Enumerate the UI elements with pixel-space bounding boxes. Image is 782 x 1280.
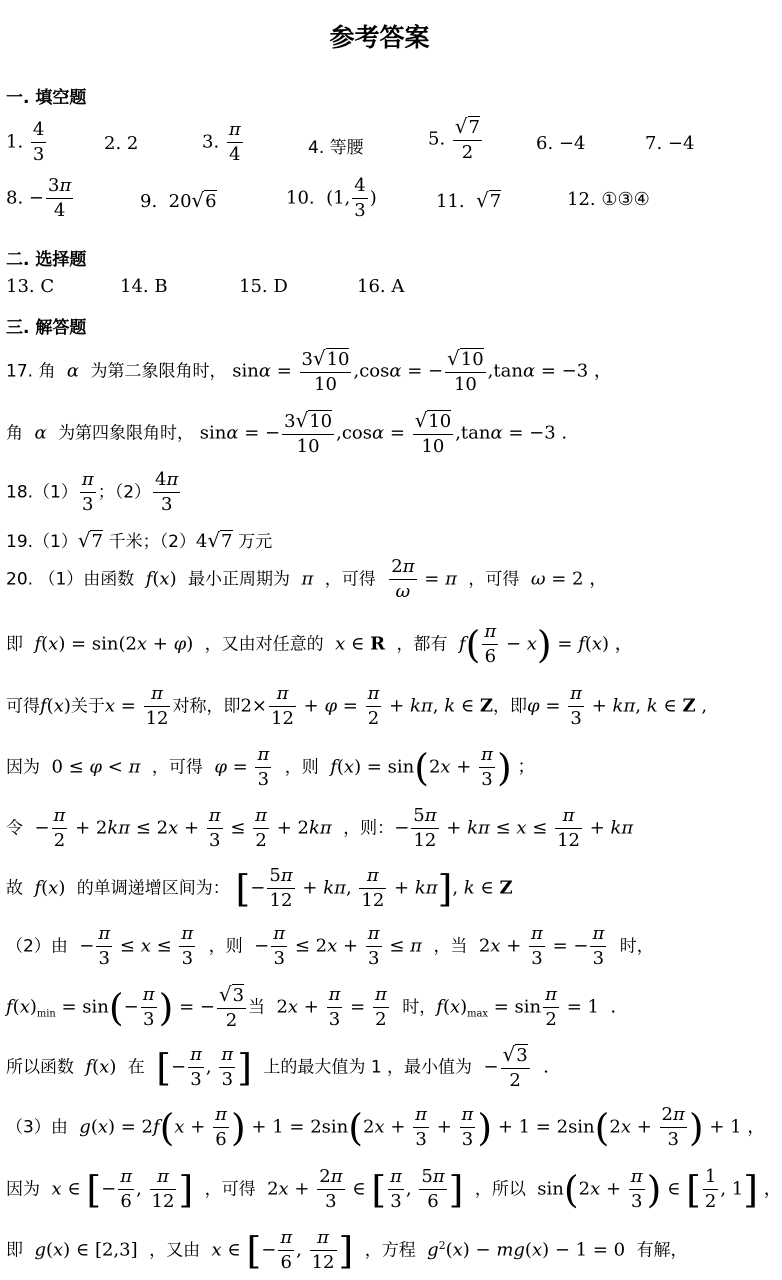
solution-20-line-10: （3）由 g(x) = 2f(x + $\frac{\pi}{6}$ ) + 1 = 2sin(2x + $\frac{\pi}{3}$ + $\frac{\pi}{3}$ ) + 1 = 2sin(2x + $\frac{2\pi}{3}$ ) + 1 ， [6, 1104, 766, 1150]
section-solve-heading: 三. 解答题 [6, 318, 87, 338]
solution-20-line-6: 故 f(x) 的单调递增区间为： [− $\frac{5\pi}{12}$ + kπ, $\frac{\pi}{12}$ + kπ], k ∈ Z [6, 865, 513, 911]
solution-19: 19.（1）√7 千米；（2）4√7 万元 [6, 529, 273, 552]
solution-17-line-1: 17. 角 α 为第二象限角时， sinα = $\frac{3√10}{10}$ ,cosα = − $\frac{√10}{10}$ ,tanα = −3 ， [6, 347, 612, 395]
fill-answer-1: 1. $\frac{4}{3}$ [6, 119, 45, 165]
solution-20-line-9: 所以函数 f(x) 在 [− $\frac{\pi}{3}$ , $\frac{\pi}{3}$ ] 上的最大值为 1 ，最小值为 − $\frac{√3}{2}$ . [6, 1043, 549, 1091]
page-title: 参考答案 [329, 23, 430, 52]
solution-20-line-3: 可得f(x)关于x = $\frac{\pi}{12}$ 对称，即2× $\frac{\pi}{12}$ + φ = $\frac{\pi}{2}$ + kπ, k ∈ Z，即φ = $\frac{\pi}{3}$ + kπ, k ∈ Z , [6, 683, 708, 729]
fill-answer-8: 8. − $\frac{3\pi}{4}$ [6, 175, 72, 221]
choice-answer-13: 13. C [6, 276, 55, 297]
fill-answer-4: 4. 等腰 [308, 138, 364, 158]
fill-answer-3: 3. $\frac{\pi}{4}$ [202, 119, 241, 165]
solution-20-line-4: 因为 0 ≤ φ < π ，可得 φ = $\frac{\pi}{3}$ ，则 f(x) = sin(2x + $\frac{\pi}{3}$ ) ； [6, 744, 536, 790]
fill-answer-9: 9. 20√6 [140, 189, 217, 212]
solution-20-line-1: 20. （1）由函数 f(x) 最小正周期为 π ，可得 $\frac{2\pi}{\omega}$ = π ，可得 ω = 2 ， [6, 556, 608, 602]
solution-18: 18.（1） $\frac{\pi}{3}$ ；（2） $\frac{4\pi}{3}$ [6, 469, 179, 515]
solution-20-line-5: 令 − $\frac{\pi}{2}$ + 2kπ ≤ 2x + $\frac{\pi}{3}$ ≤ $\frac{\pi}{2}$ + 2kπ ，则：− $\frac{5\pi}{12}$ + kπ ≤ x ≤ $\frac{\pi}{12}$ + kπ [6, 805, 634, 851]
fill-answer-6: 6. −4 [536, 133, 586, 154]
fill-answer-10: 10. (1, $\frac{4}{3}$ ) [286, 175, 377, 221]
section-fill-heading: 一. 填空题 [6, 88, 87, 108]
solution-20-line-2: 即 f(x) = sin(2x + φ) ，又由对任意的 x ∈ R ，都有 f( $\frac{\pi}{6}$ − x) = f(x) ， [6, 621, 633, 667]
fill-answer-7: 7. −4 [645, 133, 695, 154]
choice-answer-14: 14. B [120, 276, 168, 297]
solution-20-line-8: $f(x)_{min} = \sin(-$ $\frac{\pi}{3}$ ) = − $\frac{√3}{2}$ 当 2x + $\frac{\pi}{3}$ = $\frac{\pi}{2}$ 时，$f(x)_{max} = \sin$ $\frac{\pi}{2}$ = 1 . [6, 983, 617, 1031]
fill-answer-12: 12. ①③④ [567, 189, 650, 210]
section-choice-heading: 二. 选择题 [6, 250, 87, 270]
fill-answer-11: 11. √7 [436, 189, 502, 212]
solution-20-line-12: 即 g(x) ∈ [2,3] ，又由 x ∈ [− $\frac{\pi}{6}$ , $\frac{\pi}{12}$ ] ，方程 $g^2(x) - mg(x) - 1 = 0$ 有解， [6, 1227, 688, 1273]
choice-answer-15: 15. D [239, 276, 288, 297]
choice-answer-16: 16. A [357, 276, 405, 297]
solution-20-line-11: 因为 x ∈ [− $\frac{\pi}{6}$ , $\frac{\pi}{12}$ ] ，可得 2x + $\frac{2\pi}{3}$ ∈ [ $\frac{\pi}{3}$ , $\frac{5\pi}{6}$ ] ，所以 sin(2x + $\frac{\pi}{3}$ ) ∈ [ $\frac{1}{2}$ , 1] ， [6, 1166, 782, 1212]
solution-20-line-7: （2）由 − $\frac{\pi}{3}$ ≤ x ≤ $\frac{\pi}{3}$ ，则 − $\frac{\pi}{3}$ ≤ 2x + $\frac{\pi}{3}$ ≤ π ，当 2x + $\frac{\pi}{3}$ = − $\frac{\pi}{3}$ 时， [6, 923, 654, 969]
solution-17-line-2: 角 α 为第四象限角时， sinα = − $\frac{3√10}{10}$ ,cosα = $\frac{√10}{10}$ ,tanα = −3 . [6, 409, 568, 457]
fill-answer-5: 5. $\frac{√7}{2}$ [428, 115, 480, 163]
fill-answer-2: 2. 2 [104, 133, 139, 154]
